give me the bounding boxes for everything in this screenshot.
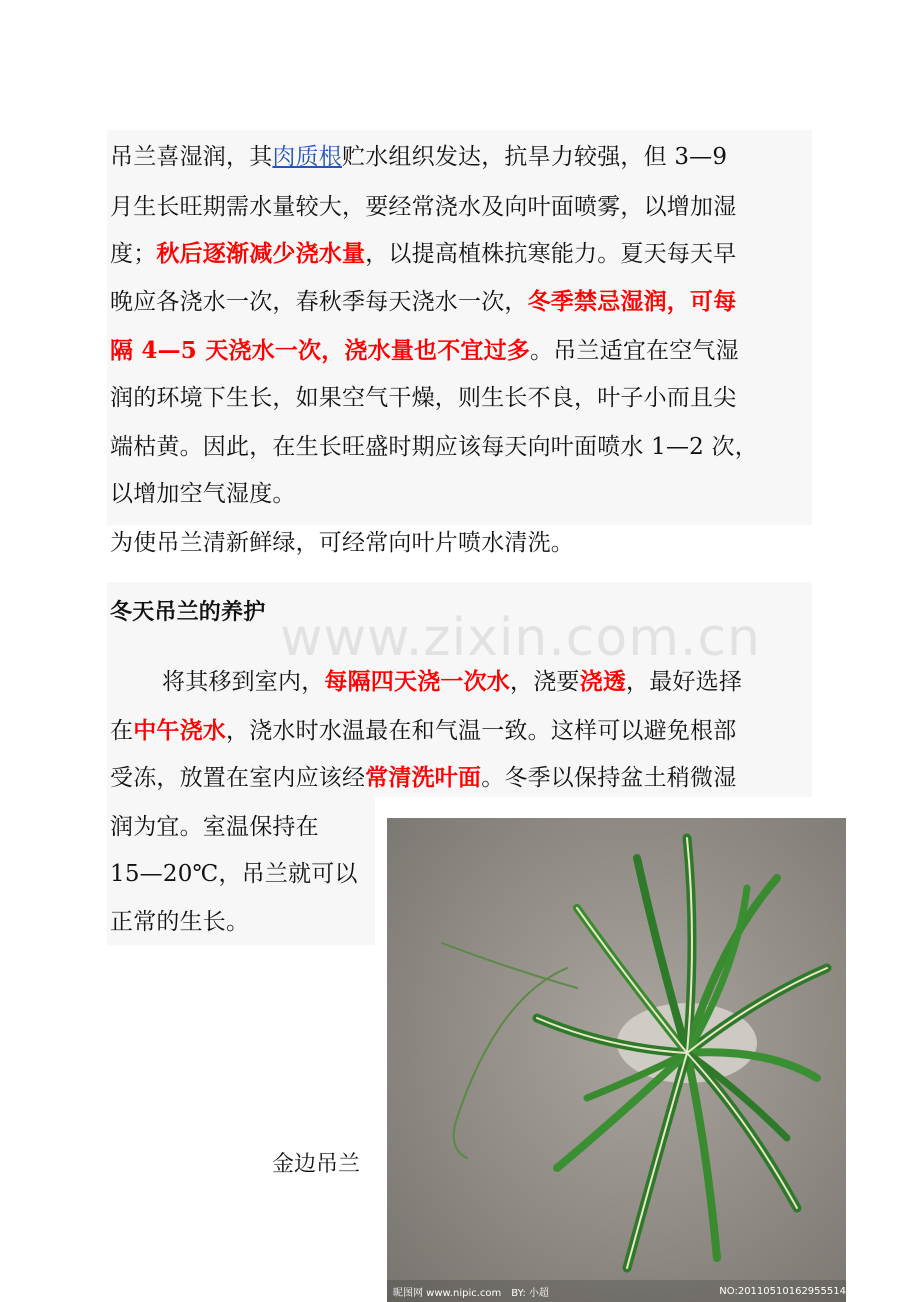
text: 受冻，放置在室内应该经	[110, 765, 366, 791]
para2-line6: 正常的生长。	[110, 909, 250, 935]
highlight-text: 常清洗叶面	[365, 764, 482, 791]
text: ，浇水时水温最在和气温一致。这样可以避免根部	[226, 718, 737, 744]
highlight-text: 冬季禁忌湿润，可每	[527, 288, 737, 315]
para2-line4: 润为宜。室温保持在	[110, 814, 319, 840]
spider-plant-photo	[387, 818, 846, 1302]
para1-line3	[110, 239, 736, 269]
highlight-text: 中午浇水	[133, 717, 227, 744]
text: 将其移到室内，	[162, 669, 325, 695]
para1-line5	[110, 336, 739, 366]
para1-line7: 端枯黄。因此，在生长旺盛时期应该每天向叶面喷水 1—2 次，	[110, 434, 758, 460]
text: 吊兰喜湿润，其	[110, 144, 273, 170]
photo-author: BY: 小超	[511, 1287, 549, 1299]
text: 。冬季以保持盆土稍微湿	[481, 765, 737, 791]
para1-line1	[110, 142, 727, 172]
highlight-text: 每隔四天浇一次水	[324, 668, 511, 695]
section-heading: 冬天吊兰的养护	[110, 599, 266, 625]
text: 晚应各浇水一次，春秋季每天浇水一次，	[110, 289, 528, 315]
para2-line2	[110, 716, 736, 746]
fleshy-root-link[interactable]: 肉质根	[272, 144, 343, 170]
highlight-text: 浇透	[579, 668, 627, 695]
watermark: www.zixin.com.cn	[280, 608, 761, 668]
text: 在	[110, 718, 134, 744]
paragraph-background	[107, 130, 812, 525]
photo-footer	[387, 1280, 846, 1302]
para2-line1	[162, 667, 742, 697]
para1-line2: 月生长旺期需水量较大，要经常浇水及向叶面喷雾，以增加湿	[110, 194, 737, 220]
text: 度；	[110, 241, 157, 267]
text: ，浇要	[510, 669, 580, 695]
para2-line3	[110, 763, 736, 793]
para1-line4	[110, 287, 736, 317]
text: ，以提高植株抗寒能力。夏天每天早	[365, 241, 737, 267]
photo-id: NO:20110510162955514	[719, 1285, 846, 1297]
text: 贮水组织发达，抗旱力较强，但 3—9	[342, 144, 728, 170]
para1-line6: 润的环境下生长，如果空气干燥，则生长不良，叶子小而且尖	[110, 385, 737, 411]
photo-caption: 金边吊兰	[272, 1152, 361, 1177]
highlight-text: 隔 4—5 天浇水一次，浇水量也不宜过多	[110, 337, 531, 364]
photo-source: 昵图网 www.nipic.com	[393, 1287, 502, 1299]
para2-line5: 15—20℃，吊兰就可以	[110, 861, 358, 887]
para1-line9: 为使吊兰清新鲜绿，可经常向叶片喷水清洗。	[110, 530, 574, 556]
highlight-text: 秋后逐渐减少浇水量	[156, 240, 366, 267]
text: 。吊兰适宜在空气湿	[530, 338, 739, 364]
plant-illustration	[387, 818, 846, 1302]
para1-line8: 以增加空气湿度。	[110, 481, 296, 507]
text: ，最好选择	[626, 669, 743, 695]
